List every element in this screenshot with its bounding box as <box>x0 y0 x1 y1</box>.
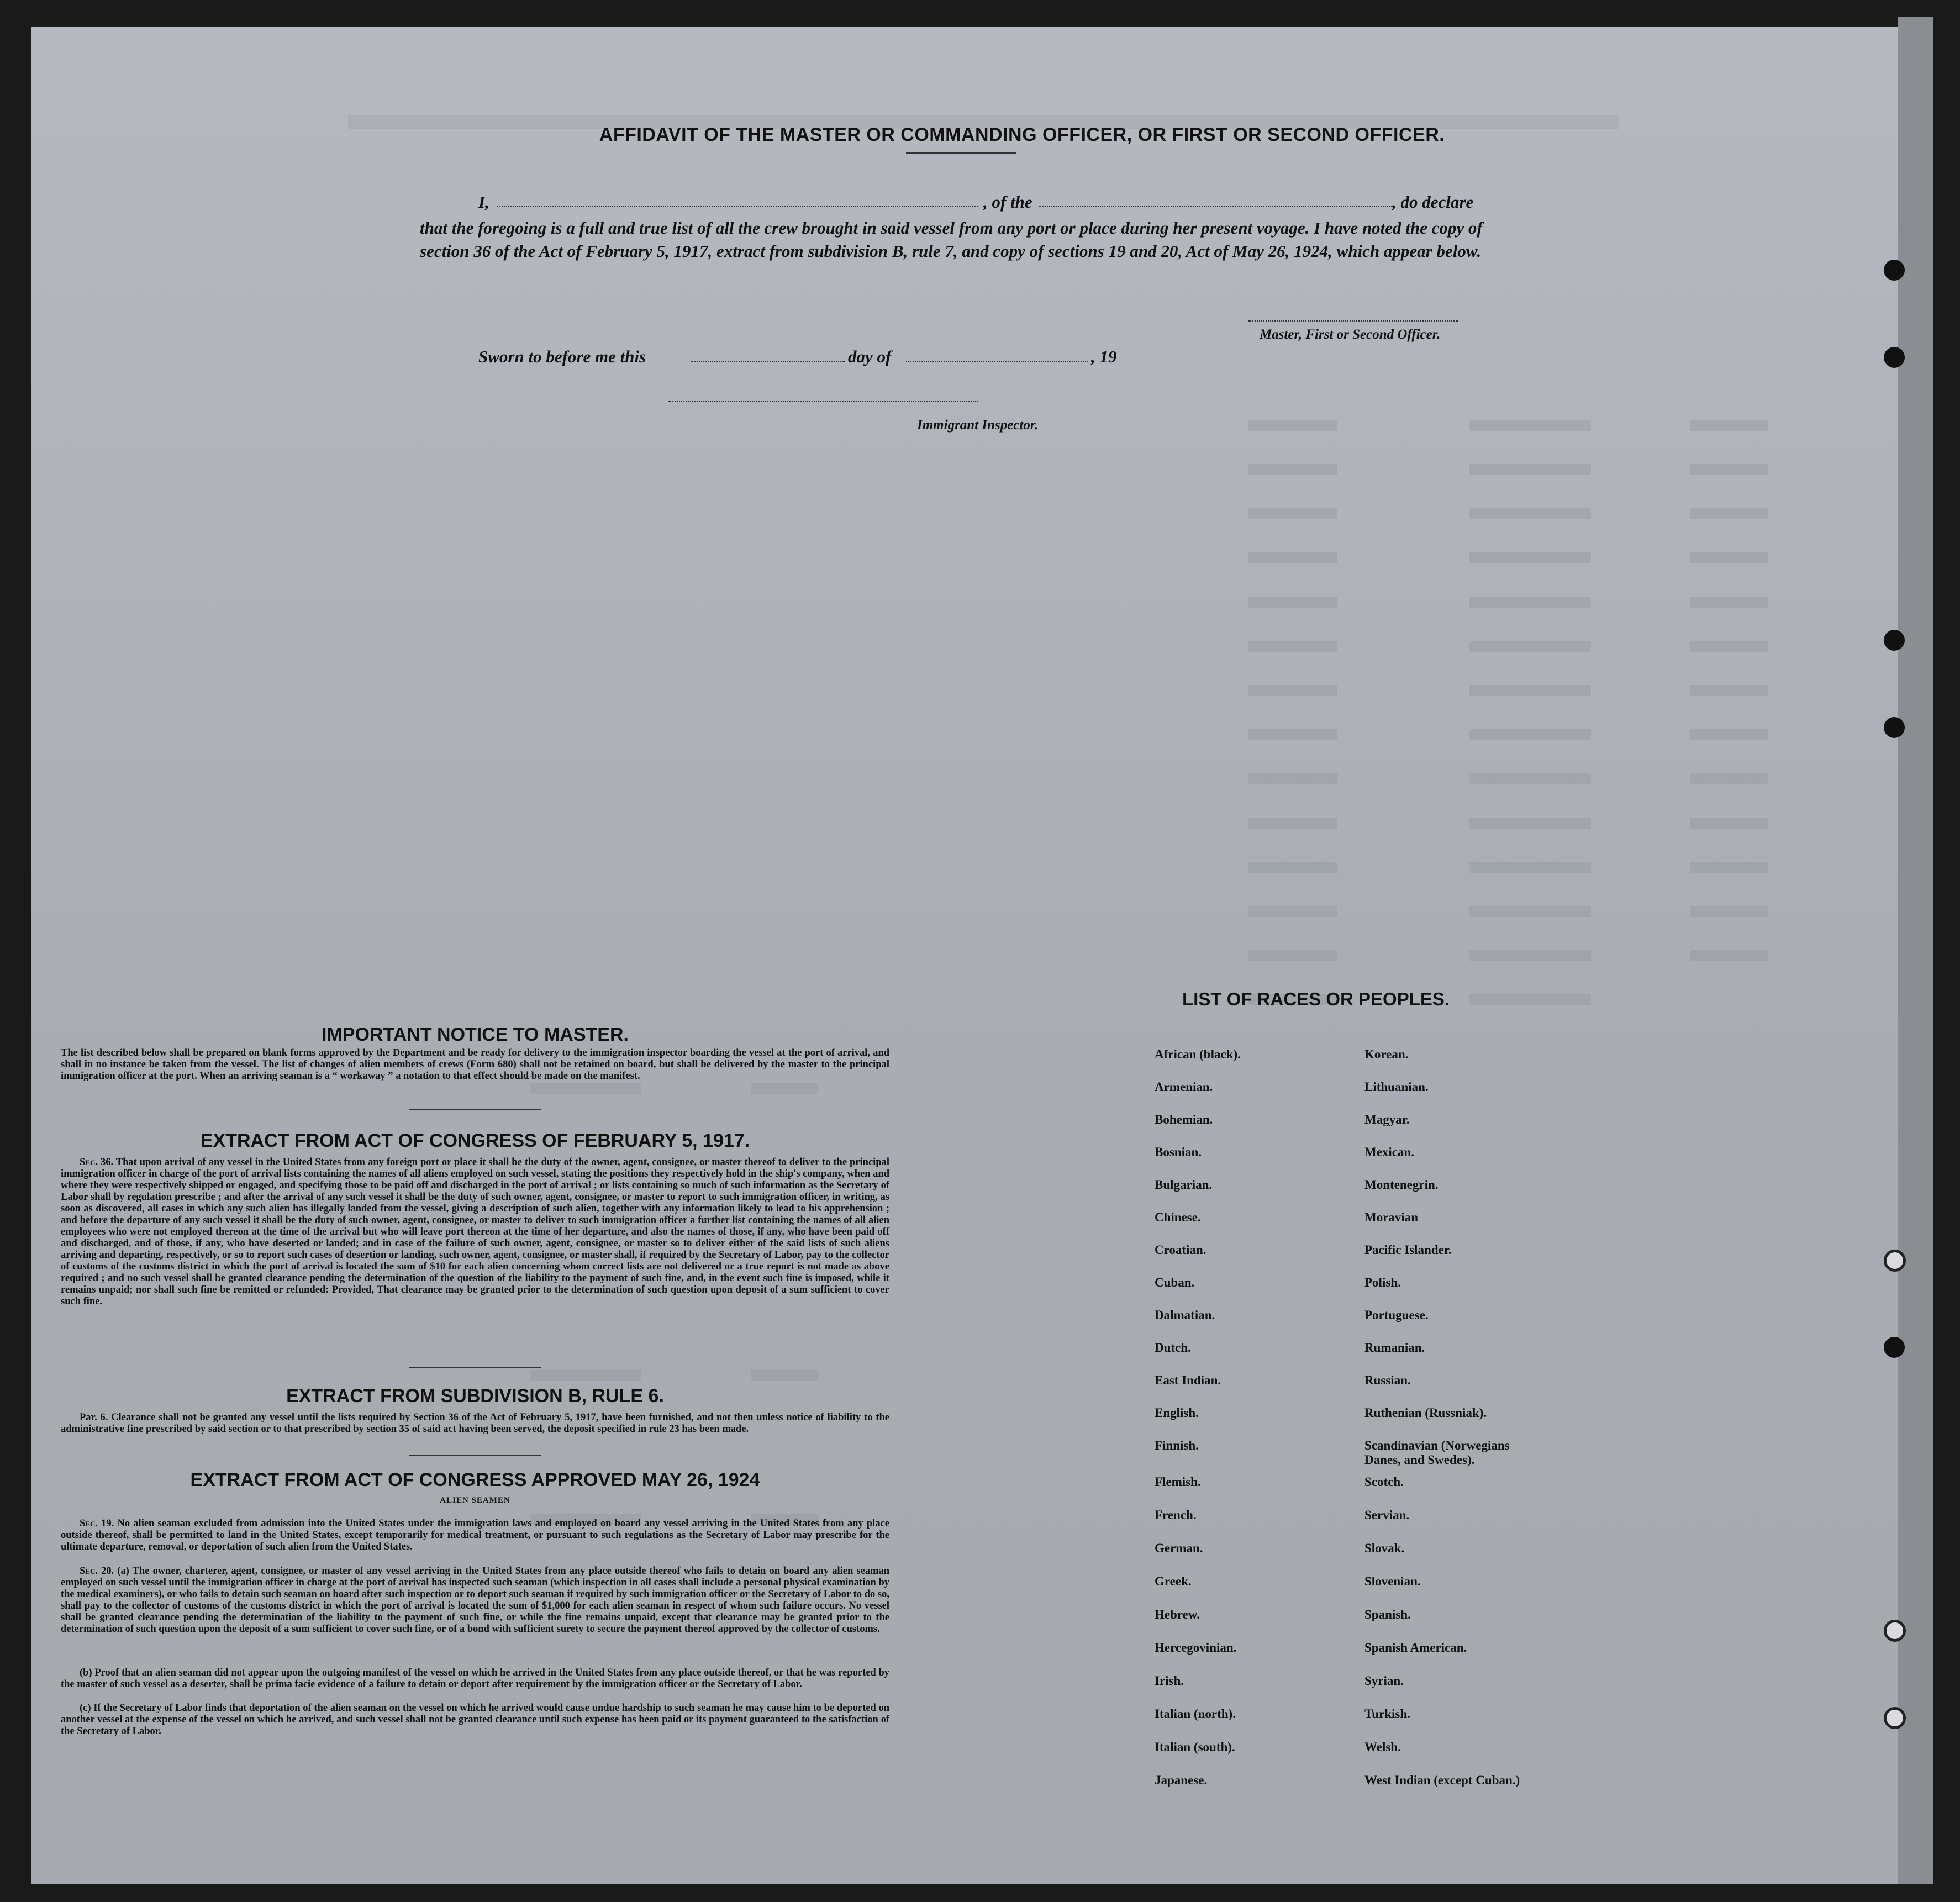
race-item: French. <box>1155 1508 1197 1522</box>
extract-rule6-title: EXTRACT FROM SUBDIVISION B, RULE 6. <box>286 1385 664 1406</box>
year-label: , 19 <box>1091 347 1117 366</box>
binder-hole <box>1884 1337 1905 1358</box>
race-item: West Indian (except Cuban.) <box>1364 1773 1520 1787</box>
races-title: LIST OF RACES OR PEOPLES. <box>1182 989 1450 1009</box>
affidavit-title: AFFIDAVIT OF THE MASTER OR COMMANDING OFFICER, OR FIRST OR SECOND OFFICER. <box>599 124 1445 145</box>
race-item: Bohemian. <box>1155 1113 1213 1126</box>
race-item: Polish. <box>1364 1276 1401 1289</box>
vessel-blank-field[interactable] <box>1039 206 1392 207</box>
inspector-signature-field[interactable] <box>668 401 978 402</box>
binder-hole <box>1884 260 1905 281</box>
binder-hole <box>1884 717 1905 738</box>
race-item: Pacific Islander. <box>1364 1243 1452 1257</box>
day-of-label: day of <box>848 347 892 366</box>
race-item: Dalmatian. <box>1155 1308 1215 1322</box>
race-item: Flemish. <box>1155 1475 1201 1489</box>
section-label: Sec. 20. <box>80 1566 114 1577</box>
affidavit-declare-label: , do declare <box>1392 192 1474 212</box>
notice-text: The list described below shall be prepared on blank forms approved by the Department and be ready for delivery to the immigration inspector boarding the vessel at the port of arrival, and shall in no instance be taken from the vessel. The list of changes of alien members of crews (Form 680) shall not be retained on board, but shall be delivered by the master to the principal immigration officer at the port. When an arriving seaman is a “ workaway ” a notation to that effect should be made on the manifest. <box>61 1047 889 1082</box>
race-item: Irish. <box>1155 1674 1184 1688</box>
divider <box>409 1367 541 1368</box>
section-label: Sec. 19. <box>80 1518 114 1529</box>
race-item: Dutch. <box>1155 1341 1191 1355</box>
sworn-month-field[interactable] <box>906 361 1088 362</box>
race-item: Slovenian. <box>1364 1574 1421 1588</box>
binder-hole <box>1884 1707 1906 1729</box>
name-blank-field[interactable] <box>497 206 978 207</box>
section-label: Sec. 36. <box>80 1157 114 1168</box>
race-item: Japanese. <box>1155 1773 1208 1787</box>
sheet-edge <box>1898 17 1933 1884</box>
race-item: Lithuanian. <box>1364 1080 1429 1094</box>
affidavit-i-label: I, <box>478 192 489 212</box>
sec20a-text <box>61 1566 889 1635</box>
race-item: Greek. <box>1155 1574 1192 1588</box>
race-item: Korean. <box>1364 1047 1409 1061</box>
race-item: Slovak. <box>1364 1541 1405 1555</box>
extract-1924-title: EXTRACT FROM ACT OF CONGRESS APPROVED MAY 26, 1924 <box>190 1469 760 1490</box>
divider <box>409 1109 541 1110</box>
sec19-text <box>61 1518 889 1553</box>
race-item: Spanish American. <box>1364 1641 1467 1655</box>
race-item: Turkish. <box>1364 1707 1410 1721</box>
race-item: Bulgarian. <box>1155 1178 1213 1192</box>
extract-1917-title: EXTRACT FROM ACT OF CONGRESS OF FEBRUARY 5, 1917. <box>200 1130 750 1151</box>
race-item: Syrian. <box>1364 1674 1404 1688</box>
section-body: No alien seaman excluded from admission into the United States under the immigration laws and employed on board any vessel arriving in the United States from any place outside thereof, shall be permitted to land in the United States, except temporarily for medical treatment, or pursuant to such regulations as the Secretary of Labor may prescribe for the ultimate departure, removal, or deportation of such alien from the United States. <box>61 1518 889 1552</box>
binder-hole <box>1884 630 1905 651</box>
race-item: Hebrew. <box>1155 1608 1200 1621</box>
master-caption: Master, First or Second Officer. <box>1260 327 1441 342</box>
sec20c-text: (c) If the Secretary of Labor finds that deportation of the alien seaman on the vessel on which he arrived would cause undue hardship to such seaman he may cause him to be deported on another vessel at the expense of the vessel on which he arrived, and such vessel shall not be granted clearance until such expense has been paid or its payment guaranteed to the satisfaction of the Secretary of Labor. <box>61 1703 889 1737</box>
divider <box>409 1455 541 1456</box>
race-item: Ruthenian (Russniak). <box>1364 1406 1487 1420</box>
affidavit-of-the-label: , of the <box>983 192 1032 212</box>
binder-hole <box>1884 347 1905 368</box>
sworn-day-field[interactable] <box>691 361 845 362</box>
race-item: Italian (south). <box>1155 1740 1235 1754</box>
inspector-caption: Immigrant Inspector. <box>917 418 1039 433</box>
divider <box>906 152 1016 154</box>
race-item: Welsh. <box>1364 1740 1401 1754</box>
sworn-label: Sworn to before me this <box>478 347 646 366</box>
race-item: Cuban. <box>1155 1276 1195 1289</box>
race-item: Spanish. <box>1364 1608 1411 1621</box>
section-body: That upon arrival of any vessel in the United States from any foreign port or place it shall be the duty of the owner, agent, consignee, or master thereof to deliver to the principal immigration officer in charge of the port of arrival lists containing the names of all aliens employed on such vessel, stating the positions they respectively hold in the ship's company, when and where they were respectively shipped or engaged, and specifying those to be paid off and discharged in the port of arrival ; or lists containing so much of such information as the Secretary of Labor shall by regulation prescribe ; and after the arrival of any such vessel it shall be the duty of such owner, agent, consignee, or master to report to such immigration officer, in writing, as soon as discovered, all cases in which any such alien has illegally landed from the vessel, giving a description of such alien, together with any information likely to lead to his apprehension ; and before the departure of any such vessel it shall be the duty of such owner, agent, consignee, or master to deliver to such immigration officer a further list containing the names of all alien employees who were not employed thereon at the time of the arrival but who will leave port thereon at the time of her departure, and also the names of those, if any, who have been paid off and discharged, and of those, if any, who have deserted or landed; and in case of the failure of such owner, agent, consignee, or master so to deliver either of the said lists of such aliens arriving and departing, respectively, or so to report such cases of desertion or landing, such owner, agent, consignee, or master shall, if required by the Secretary of Labor, pay to the collector of customs of the customs district in which the port of arrival is located the sum of $10 for each alien concerning whom correct lists are not delivered or a true report is not made as above required ; and no such vessel shall be granted clearance pending the determination of the question of the liability to the payment of such fine, and, in the event such fine is imposed, while it remains unpaid; nor shall such fine be remitted or refunded: Provided, That clearance may be granted prior to the determination of such question upon deposit of a sum sufficient to cover such fine. <box>61 1157 889 1307</box>
binder-hole <box>1884 1250 1906 1272</box>
sec20b-text: (b) Proof that an alien seaman did not appear upon the outgoing manifest of the vessel on which he arrived in the United States from any place outside thereof, or that he was reported by the master of such vessel as a deserter, shall be prima facie evidence of a failure to detain or deport after requirement by the immigration officer or the Secretary of Labor. <box>61 1667 889 1690</box>
extract-rule6-text: Par. 6. Clearance shall not be granted any vessel until the lists required by Section 36 of the Act of February 5, 1917, have been furnished, and not then unless notice of liability to the administrative fine prescribed by said section or to that prescribed by section 35 of said act having been served, the deposit specified in rule 23 has been made. <box>61 1412 889 1435</box>
race-item: Croatian. <box>1155 1243 1206 1257</box>
race-item: Magyar. <box>1364 1113 1410 1126</box>
extract-1917-text <box>61 1157 889 1308</box>
race-item: Armenian. <box>1155 1080 1213 1094</box>
race-item: East Indian. <box>1155 1373 1221 1387</box>
race-item: Italian (north). <box>1155 1707 1236 1721</box>
affidavit-body: that the foregoing is a full and true list of all the crew brought in said vessel from any port or place during her present voyage. I have noted the copy of section 36 of the Act of February 5, 1917, extract from subdivision B, rule 7, and copy of sections 19 and 20, Act of May 26, 1924, which appear below. <box>420 218 1483 261</box>
race-item: Servian. <box>1364 1508 1410 1522</box>
alien-seamen-subhead: ALIEN SEAMEN <box>440 1496 510 1505</box>
race-item: Moravian <box>1364 1210 1419 1224</box>
race-item: African (black). <box>1155 1047 1241 1061</box>
race-item: Portuguese. <box>1364 1308 1429 1322</box>
race-item: Bosnian. <box>1155 1145 1202 1159</box>
notice-title: IMPORTANT NOTICE TO MASTER. <box>322 1024 629 1045</box>
race-item: Russian. <box>1364 1373 1411 1387</box>
master-signature-field[interactable] <box>1248 320 1458 322</box>
race-item: Mexican. <box>1364 1145 1415 1159</box>
race-item: Montenegrin. <box>1364 1178 1439 1192</box>
race-item: Scotch. <box>1364 1475 1404 1489</box>
race-item: English. <box>1155 1406 1199 1420</box>
race-item: Scandinavian (Norwegians Danes, and Swedes). <box>1364 1439 1510 1467</box>
race-item: Finnish. <box>1155 1439 1199 1452</box>
section-body: (a) The owner, charterer, agent, consignee, or master of any vessel arriving in the United States from any place outside thereof who fails to detain on board any alien seaman employed on such vessel until the immigration officer in charge at the port of arrival has inspected such seaman (which inspection in all cases shall include a personal physical examination by the medical examiners), or who fails to detain such seaman on board after such inspection or to deport such seaman if required by such immigration officer or the Secretary of Labor to do so, shall pay to the collector of customs of the customs district in which the port of arrival is located the sum of $1,000 for each alien seaman in respect of whom such failure occurs. No vessel shall be granted clearance pending the determination of the liability to the payment of such fine, or while the fine remains unpaid, except that clearance may be granted prior to the determination of such question upon the deposit of a sum sufficient to cover such fine, or of a bond with sufficient surety to secure the payment thereof approved by the collector of customs. <box>61 1566 889 1635</box>
binder-hole <box>1884 1620 1906 1642</box>
race-item: Chinese. <box>1155 1210 1201 1224</box>
race-item: Hercegovinian. <box>1155 1641 1237 1655</box>
race-item: German. <box>1155 1541 1203 1555</box>
race-item: Rumanian. <box>1364 1341 1425 1355</box>
